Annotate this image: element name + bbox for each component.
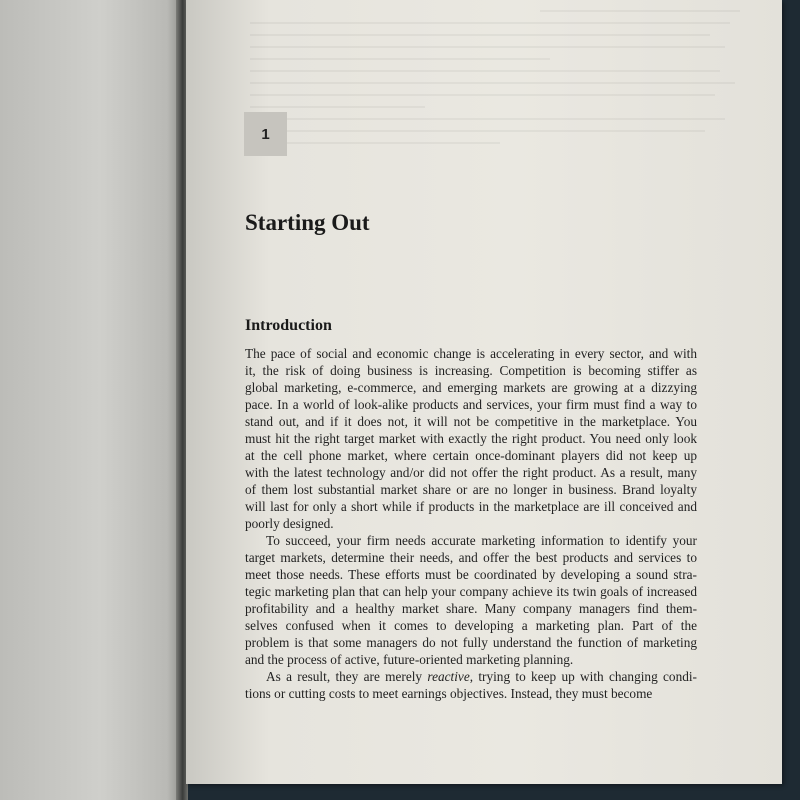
- text-line: tions or cutting costs to meet earnings objectives. Instead, they must become: [245, 686, 653, 701]
- text-line: tegic marketing plan that can help your company achieve its twin goals of increased: [245, 584, 697, 599]
- text-line: profitability and a healthy market share. Many company managers find them-: [245, 601, 697, 616]
- text-line: will last for only a short while if products in the marketplace are ill conceived and: [245, 499, 697, 514]
- chapter-title: Starting Out: [245, 210, 370, 235]
- body-text: [245, 345, 697, 702]
- text-line: meet those needs. These efforts must be coordinated by developing a sound stra-: [245, 567, 697, 582]
- text-line: stand out, and if it does not, it will not be competitive in the marketplace. You: [245, 414, 697, 429]
- paragraph: [245, 345, 697, 532]
- text-line: target markets, determine their needs, and offer the best products and services to: [245, 550, 697, 565]
- text-line: it, the risk of doing business is increasing. Competition is becoming stiffer as: [245, 363, 697, 378]
- text-line: global marketing, e-commerce, and emerging markets are growing at a dizzying: [245, 380, 697, 395]
- text-line: problem is that some managers do not fully understand the function of marketing: [245, 635, 697, 650]
- text-line: pace. In a world of look-alike products and services, your firm must find a way to: [245, 397, 697, 412]
- text-line: selves confused when it comes to developing a marketing plan. Part of the: [245, 618, 697, 633]
- paragraph: [245, 532, 697, 668]
- text-line: poorly designed.: [245, 516, 334, 531]
- left-page: [0, 0, 182, 800]
- text-line: must hit the right target market with exactly the right product. You need only look: [245, 431, 697, 446]
- paragraph: [245, 668, 697, 702]
- text-line: and the process of active, future-oriented marketing planning.: [245, 652, 574, 667]
- text-line: at the cell phone market, where certain once-dominant players did not keep up: [245, 448, 697, 463]
- chapter-number: 1: [261, 125, 270, 143]
- text-line: of them lost substantial market share or are no longer in business. Brand loyalty: [245, 482, 697, 497]
- show-through-text: [250, 0, 750, 330]
- text-line: To succeed, your firm needs accurate marketing information to identify your: [266, 533, 697, 548]
- text-line: The pace of social and economic change is accelerating in every sector, and with: [245, 346, 697, 361]
- text-line: with the latest technology and/or did not offer the right product. As a result, many: [245, 465, 697, 480]
- text-line: As a result, they are merely reactive, trying to keep up with changing condi-: [266, 669, 697, 684]
- chapter-number-badge: [244, 112, 287, 156]
- section-heading: Introduction: [245, 317, 332, 334]
